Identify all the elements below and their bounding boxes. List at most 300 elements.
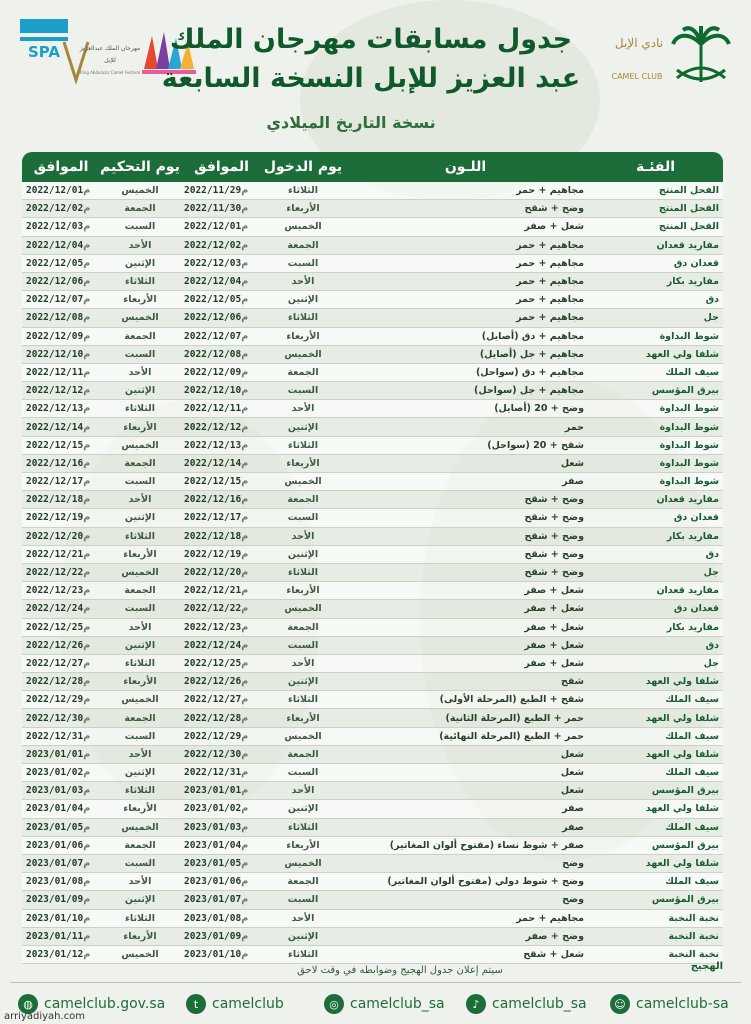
entry-date-cell bbox=[180, 727, 263, 745]
table-row bbox=[22, 800, 723, 818]
date-suffix: م bbox=[83, 294, 91, 306]
entry-date-cell bbox=[180, 182, 263, 200]
entry-day-cell: السبت bbox=[263, 764, 343, 782]
table-row bbox=[22, 182, 723, 200]
date-suffix: م bbox=[83, 948, 91, 960]
instagram-handle: camelclub_sa bbox=[350, 996, 445, 1012]
judging-day-cell: الثلاثاء bbox=[100, 400, 180, 418]
judging-date-cell bbox=[22, 509, 100, 527]
entry-date-cell bbox=[180, 891, 263, 909]
category-cell: قعدان دق bbox=[588, 254, 723, 272]
date-suffix: م bbox=[83, 621, 91, 633]
color-cell: شقح bbox=[343, 673, 588, 691]
entry-day-cell: الخميس bbox=[263, 473, 343, 491]
color-cell: صفر bbox=[343, 818, 588, 836]
date-value: 2022/12/15 bbox=[26, 439, 84, 451]
entry-day-cell: الإثنين bbox=[263, 673, 343, 691]
date-value: 2023/01/09 bbox=[184, 930, 242, 942]
date-value: 2022/12/05 bbox=[26, 257, 84, 269]
judging-date-cell bbox=[22, 327, 100, 345]
date-suffix: م bbox=[83, 748, 91, 760]
date-suffix: م bbox=[83, 712, 91, 724]
table-row bbox=[22, 654, 723, 672]
date-suffix: م bbox=[83, 803, 91, 815]
date-suffix: م bbox=[241, 894, 249, 906]
entry-day-cell: الثلاثاء bbox=[263, 436, 343, 454]
color-cell: مجاهيم + حمر bbox=[343, 236, 588, 254]
date-value: 2022/12/07 bbox=[184, 330, 242, 342]
category-cell: بيرق المؤسس bbox=[588, 891, 723, 909]
category-cell: شوط البداوة bbox=[588, 473, 723, 491]
category-cell: مفاريد قعدان bbox=[588, 491, 723, 509]
category-cell: سيف الملك bbox=[588, 764, 723, 782]
entry-date-cell bbox=[180, 509, 263, 527]
tiktok-icon: ♪ bbox=[466, 994, 486, 1014]
date-value: 2022/12/01 bbox=[26, 185, 84, 197]
date-value: 2022/12/30 bbox=[184, 748, 242, 760]
date-suffix: م bbox=[83, 730, 91, 742]
date-value: 2023/01/10 bbox=[184, 948, 242, 960]
category-cell: بيرق المؤسس bbox=[588, 836, 723, 854]
date-value: 2022/12/23 bbox=[184, 621, 242, 633]
date-suffix: م bbox=[83, 894, 91, 906]
date-suffix: م bbox=[83, 876, 91, 888]
date-value: 2022/12/14 bbox=[184, 457, 242, 469]
date-suffix: م bbox=[83, 403, 91, 415]
date-value: 2022/12/31 bbox=[26, 730, 84, 742]
color-cell: مجاهيم + دق (أصايل) bbox=[343, 327, 588, 345]
judging-day-cell: الأربعاء bbox=[100, 800, 180, 818]
tiktok-link[interactable] bbox=[466, 994, 587, 1014]
date-suffix: م bbox=[83, 858, 91, 870]
entry-day-cell: السبت bbox=[263, 636, 343, 654]
instagram-link[interactable] bbox=[324, 994, 445, 1014]
judging-day-cell: الأربعاء bbox=[100, 291, 180, 309]
date-suffix: م bbox=[83, 239, 91, 251]
entry-date-cell bbox=[180, 909, 263, 927]
date-value: 2022/12/19 bbox=[184, 548, 242, 560]
date-value: 2022/12/27 bbox=[184, 694, 242, 706]
table-row bbox=[22, 745, 723, 763]
table-row bbox=[22, 309, 723, 327]
svg-text:King Abdulaziz Camel Festival: King Abdulaziz Camel Festival bbox=[80, 70, 140, 75]
date-value: 2022/11/30 bbox=[184, 203, 242, 215]
color-cell: شعل + صفر bbox=[343, 654, 588, 672]
judging-date-cell bbox=[22, 582, 100, 600]
table-row bbox=[22, 618, 723, 636]
entry-day-cell: الأحد bbox=[263, 782, 343, 800]
tiktok-handle: camelclub_sa bbox=[492, 996, 587, 1012]
color-cell: وضح bbox=[343, 854, 588, 872]
table-row bbox=[22, 200, 723, 218]
date-value: 2022/12/06 bbox=[26, 276, 84, 288]
date-value: 2022/12/25 bbox=[26, 621, 84, 633]
date-suffix: م bbox=[241, 476, 249, 488]
entry-day-cell: الجمعة bbox=[263, 745, 343, 763]
table-row bbox=[22, 436, 723, 454]
date-value: 2022/12/16 bbox=[26, 457, 84, 469]
date-value: 2022/12/06 bbox=[184, 312, 242, 324]
date-suffix: م bbox=[241, 276, 249, 288]
table-row bbox=[22, 854, 723, 872]
date-value: 2022/12/12 bbox=[184, 421, 242, 433]
date-value: 2022/12/28 bbox=[26, 676, 84, 688]
table-row bbox=[22, 527, 723, 545]
judging-date-cell bbox=[22, 545, 100, 563]
judging-date-cell bbox=[22, 345, 100, 363]
date-value: 2022/12/02 bbox=[184, 239, 242, 251]
date-suffix: م bbox=[241, 694, 249, 706]
judging-day-cell: الإثنين bbox=[100, 764, 180, 782]
date-suffix: م bbox=[241, 494, 249, 506]
color-cell: شعل + صفر bbox=[343, 618, 588, 636]
color-cell: شعل bbox=[343, 745, 588, 763]
category-cell: جل bbox=[588, 563, 723, 581]
camel-club-name-en: CAMEL CLUB bbox=[611, 72, 663, 81]
date-suffix: م bbox=[241, 603, 249, 615]
date-value: 2022/12/28 bbox=[184, 712, 242, 724]
category-cell: دق bbox=[588, 545, 723, 563]
color-cell: شعل + صفر bbox=[343, 218, 588, 236]
judging-day-cell: السبت bbox=[100, 218, 180, 236]
category-cell: شوط البداوة bbox=[588, 400, 723, 418]
date-suffix: م bbox=[241, 730, 249, 742]
entry-date-cell bbox=[180, 327, 263, 345]
judging-day-cell: الثلاثاء bbox=[100, 909, 180, 927]
date-value: 2022/12/03 bbox=[26, 221, 84, 233]
date-value: 2023/01/04 bbox=[26, 803, 84, 815]
date-value: 2022/12/08 bbox=[184, 348, 242, 360]
entry-date-cell bbox=[180, 363, 263, 381]
date-suffix: م bbox=[241, 221, 249, 233]
category-cell: سيف الملك bbox=[588, 691, 723, 709]
date-value: 2022/12/07 bbox=[26, 294, 84, 306]
color-cell: مجاهيم + حمر bbox=[343, 254, 588, 272]
column-header-category: الفئـة bbox=[588, 152, 723, 182]
judging-date-cell bbox=[22, 891, 100, 909]
date-value: 2022/12/21 bbox=[26, 548, 84, 560]
date-value: 2023/01/03 bbox=[26, 785, 84, 797]
entry-day-cell: الأحد bbox=[263, 527, 343, 545]
entry-day-cell: الإثنين bbox=[263, 291, 343, 309]
date-suffix: م bbox=[241, 512, 249, 524]
color-cell: وضح + شوط دولي (مفتوح ألوان المغاتير) bbox=[343, 873, 588, 891]
judging-date-cell bbox=[22, 764, 100, 782]
judging-date-cell bbox=[22, 436, 100, 454]
judging-date-cell bbox=[22, 400, 100, 418]
category-cell: دق bbox=[588, 636, 723, 654]
entry-day-cell: الإثنين bbox=[263, 800, 343, 818]
category-cell: بيرق المؤسس bbox=[588, 382, 723, 400]
entry-date-cell bbox=[180, 673, 263, 691]
color-cell: شعل + صفر bbox=[343, 600, 588, 618]
date-suffix: م bbox=[241, 348, 249, 360]
entry-day-cell: الجمعة bbox=[263, 618, 343, 636]
date-suffix: م bbox=[241, 567, 249, 579]
date-value: 2022/12/19 bbox=[26, 512, 84, 524]
page-subtitle: نسخة التاريخ الميلادي bbox=[266, 113, 436, 132]
entry-date-cell bbox=[180, 491, 263, 509]
column-header-entry-date: الموافق bbox=[180, 152, 263, 182]
entry-date-cell bbox=[180, 473, 263, 491]
date-suffix: م bbox=[83, 567, 91, 579]
svg-text:مهرجان الملك عبدالعزيز: مهرجان الملك عبدالعزيز bbox=[79, 45, 141, 52]
judging-day-cell: الجمعة bbox=[100, 327, 180, 345]
judging-date-cell bbox=[22, 909, 100, 927]
snapchat-link[interactable] bbox=[610, 994, 729, 1014]
judging-date-cell bbox=[22, 618, 100, 636]
date-value: 2022/12/17 bbox=[26, 476, 84, 488]
date-value: 2022/12/23 bbox=[26, 585, 84, 597]
category-cell: جل bbox=[588, 654, 723, 672]
category-cell: سيف الملك bbox=[588, 363, 723, 381]
color-cell: شعل + صفر bbox=[343, 582, 588, 600]
date-suffix: م bbox=[83, 185, 91, 197]
date-suffix: م bbox=[241, 712, 249, 724]
entry-date-cell bbox=[180, 254, 263, 272]
table-row bbox=[22, 945, 723, 963]
date-value: 2022/12/11 bbox=[26, 366, 84, 378]
judging-day-cell: الثلاثاء bbox=[100, 527, 180, 545]
date-suffix: م bbox=[83, 930, 91, 942]
judging-day-cell: الإثنين bbox=[100, 382, 180, 400]
twitter-link[interactable] bbox=[186, 994, 284, 1014]
color-cell: وضح + شقح bbox=[343, 545, 588, 563]
color-cell: مجاهيم + حمر bbox=[343, 291, 588, 309]
judging-day-cell: الإثنين bbox=[100, 636, 180, 654]
date-value: 2022/12/09 bbox=[26, 330, 84, 342]
svg-text:للإبل: للإبل bbox=[104, 57, 116, 64]
category-cell: شلفا ولي العهد bbox=[588, 854, 723, 872]
date-value: 2023/01/06 bbox=[26, 839, 84, 851]
color-cell: وضح bbox=[343, 891, 588, 909]
date-suffix: م bbox=[83, 767, 91, 779]
date-suffix: م bbox=[83, 257, 91, 269]
date-suffix: م bbox=[83, 603, 91, 615]
category-cell: مفاريد بكار bbox=[588, 272, 723, 290]
date-suffix: م bbox=[83, 676, 91, 688]
date-suffix: م bbox=[83, 694, 91, 706]
date-suffix: م bbox=[241, 930, 249, 942]
judging-day-cell: الجمعة bbox=[100, 582, 180, 600]
category-cell: شوط البداوة bbox=[588, 436, 723, 454]
date-value: 2022/12/21 bbox=[184, 585, 242, 597]
table-row bbox=[22, 363, 723, 381]
date-value: 2022/12/09 bbox=[184, 366, 242, 378]
date-value: 2023/01/02 bbox=[26, 767, 84, 779]
date-suffix: م bbox=[241, 439, 249, 451]
entry-day-cell: الأحد bbox=[263, 272, 343, 290]
entry-date-cell bbox=[180, 291, 263, 309]
category-cell: سيف الملك bbox=[588, 818, 723, 836]
color-cell: وضح + شقح bbox=[343, 491, 588, 509]
table-row bbox=[22, 291, 723, 309]
date-suffix: م bbox=[241, 767, 249, 779]
judging-date-cell bbox=[22, 218, 100, 236]
date-suffix: م bbox=[83, 785, 91, 797]
date-value: 2023/01/01 bbox=[26, 748, 84, 760]
judging-date-cell bbox=[22, 200, 100, 218]
date-suffix: م bbox=[83, 330, 91, 342]
judging-date-cell bbox=[22, 182, 100, 200]
judging-day-cell: الأحد bbox=[100, 491, 180, 509]
color-cell: مجاهيم + جل (سواحل) bbox=[343, 382, 588, 400]
entry-date-cell bbox=[180, 200, 263, 218]
date-value: 2022/12/02 bbox=[26, 203, 84, 215]
column-header-judging-day: يوم التحكيم bbox=[100, 152, 180, 182]
entry-date-cell bbox=[180, 527, 263, 545]
color-cell: شعل + شقح bbox=[343, 945, 588, 963]
date-suffix: م bbox=[241, 621, 249, 633]
category-cell: الفحل المنتج bbox=[588, 218, 723, 236]
schedule-table bbox=[22, 152, 723, 964]
date-suffix: م bbox=[83, 639, 91, 651]
color-cell: شقح + الطبع (المرحلة الأولى) bbox=[343, 691, 588, 709]
entry-day-cell: الإثنين bbox=[263, 545, 343, 563]
judging-day-cell: الجمعة bbox=[100, 200, 180, 218]
judging-day-cell: السبت bbox=[100, 600, 180, 618]
entry-day-cell: الإثنين bbox=[263, 927, 343, 945]
table-row bbox=[22, 218, 723, 236]
date-suffix: م bbox=[241, 748, 249, 760]
date-value: 2023/01/12 bbox=[26, 948, 84, 960]
color-cell: شعل bbox=[343, 782, 588, 800]
entry-date-cell bbox=[180, 836, 263, 854]
entry-date-cell bbox=[180, 691, 263, 709]
entry-date-cell bbox=[180, 927, 263, 945]
date-value: 2022/12/04 bbox=[184, 276, 242, 288]
judging-date-cell bbox=[22, 745, 100, 763]
color-cell: مجاهيم + حمر bbox=[343, 909, 588, 927]
entry-date-cell bbox=[180, 618, 263, 636]
date-suffix: م bbox=[83, 839, 91, 851]
entry-date-cell bbox=[180, 436, 263, 454]
date-suffix: م bbox=[83, 385, 91, 397]
entry-day-cell: الأربعاء bbox=[263, 582, 343, 600]
entry-day-cell: الجمعة bbox=[263, 873, 343, 891]
entry-day-cell: الثلاثاء bbox=[263, 945, 343, 963]
date-value: 2022/12/03 bbox=[184, 257, 242, 269]
entry-date-cell bbox=[180, 545, 263, 563]
color-cell: صفر bbox=[343, 473, 588, 491]
entry-day-cell: الأربعاء bbox=[263, 200, 343, 218]
judging-date-cell bbox=[22, 254, 100, 272]
color-cell: مجاهيم + حمر bbox=[343, 272, 588, 290]
category-cell: شوط البداوة bbox=[588, 327, 723, 345]
entry-date-cell bbox=[180, 563, 263, 581]
entry-day-cell: الأربعاء bbox=[263, 709, 343, 727]
color-cell: شعل bbox=[343, 764, 588, 782]
color-cell: حمر + الطبع (المرحلة الثانية) bbox=[343, 709, 588, 727]
date-suffix: م bbox=[241, 385, 249, 397]
judging-day-cell: الجمعة bbox=[100, 836, 180, 854]
color-cell: شقح + 20 (سواحل) bbox=[343, 436, 588, 454]
judging-date-cell bbox=[22, 382, 100, 400]
date-value: 2023/01/08 bbox=[184, 912, 242, 924]
color-cell: شعل + صفر bbox=[343, 636, 588, 654]
judging-date-cell bbox=[22, 673, 100, 691]
date-value: 2022/12/18 bbox=[26, 494, 84, 506]
color-cell: صفر bbox=[343, 800, 588, 818]
date-suffix: م bbox=[241, 239, 249, 251]
judging-day-cell: الإثنين bbox=[100, 891, 180, 909]
judging-day-cell: السبت bbox=[100, 473, 180, 491]
color-cell: وضح + شقح bbox=[343, 200, 588, 218]
entry-day-cell: الخميس bbox=[263, 727, 343, 745]
footnote: سيتم إعلان جدول الهجيج وضوابطه في وقت لاحق bbox=[297, 965, 503, 976]
twitter-icon: t bbox=[186, 994, 206, 1014]
color-cell: مجاهيم + حمر bbox=[343, 309, 588, 327]
date-value: 2023/01/01 bbox=[184, 785, 242, 797]
judging-day-cell: السبت bbox=[100, 854, 180, 872]
table-row bbox=[22, 491, 723, 509]
entry-day-cell: الثلاثاء bbox=[263, 691, 343, 709]
date-value: 2022/12/04 bbox=[26, 239, 84, 251]
category-cell: مفاريد قعدان bbox=[588, 236, 723, 254]
date-suffix: م bbox=[241, 403, 249, 415]
judging-date-cell bbox=[22, 709, 100, 727]
date-suffix: م bbox=[83, 657, 91, 669]
date-value: 2022/12/20 bbox=[26, 530, 84, 542]
date-value: 2022/12/05 bbox=[184, 294, 242, 306]
entry-day-cell: الجمعة bbox=[263, 363, 343, 381]
judging-day-cell: الإثنين bbox=[100, 254, 180, 272]
table-row bbox=[22, 764, 723, 782]
camel-club-name: نادي الإبل bbox=[614, 36, 664, 50]
category-cell: شوط البداوة bbox=[588, 454, 723, 472]
date-value: 2022/12/25 bbox=[184, 657, 242, 669]
date-value: 2022/12/15 bbox=[184, 476, 242, 488]
date-suffix: م bbox=[83, 312, 91, 324]
website-text: camelclub.gov.sa bbox=[44, 996, 166, 1012]
date-suffix: م bbox=[83, 221, 91, 233]
entry-day-cell: السبت bbox=[263, 891, 343, 909]
date-value: 2023/01/11 bbox=[26, 930, 84, 942]
entry-date-cell bbox=[180, 345, 263, 363]
entry-date-cell bbox=[180, 945, 263, 963]
table-row bbox=[22, 818, 723, 836]
judging-day-cell: الأربعاء bbox=[100, 673, 180, 691]
category-cell: سيف الملك bbox=[588, 727, 723, 745]
color-cell: وضح + شقح bbox=[343, 509, 588, 527]
entry-date-cell bbox=[180, 382, 263, 400]
judging-date-cell bbox=[22, 363, 100, 381]
date-value: 2022/12/29 bbox=[26, 694, 84, 706]
date-value: 2022/12/11 bbox=[184, 403, 242, 415]
table-row bbox=[22, 873, 723, 891]
date-value: 2022/12/14 bbox=[26, 421, 84, 433]
judging-date-cell bbox=[22, 309, 100, 327]
judging-day-cell: الإثنين bbox=[100, 509, 180, 527]
judging-day-cell: الأحد bbox=[100, 363, 180, 381]
color-cell: مجاهيم + دق (سواحل) bbox=[343, 363, 588, 381]
date-suffix: م bbox=[241, 185, 249, 197]
date-suffix: م bbox=[241, 912, 249, 924]
date-value: 2023/01/07 bbox=[26, 858, 84, 870]
date-suffix: م bbox=[83, 348, 91, 360]
entry-date-cell bbox=[180, 873, 263, 891]
table-row bbox=[22, 418, 723, 436]
entry-date-cell bbox=[180, 745, 263, 763]
date-suffix: م bbox=[241, 366, 249, 378]
date-value: 2022/12/01 bbox=[184, 221, 242, 233]
table-row bbox=[22, 327, 723, 345]
column-header-color: اللـون bbox=[343, 152, 588, 182]
date-suffix: م bbox=[83, 457, 91, 469]
judging-date-cell bbox=[22, 691, 100, 709]
entry-day-cell: الخميس bbox=[263, 218, 343, 236]
entry-date-cell bbox=[180, 764, 263, 782]
